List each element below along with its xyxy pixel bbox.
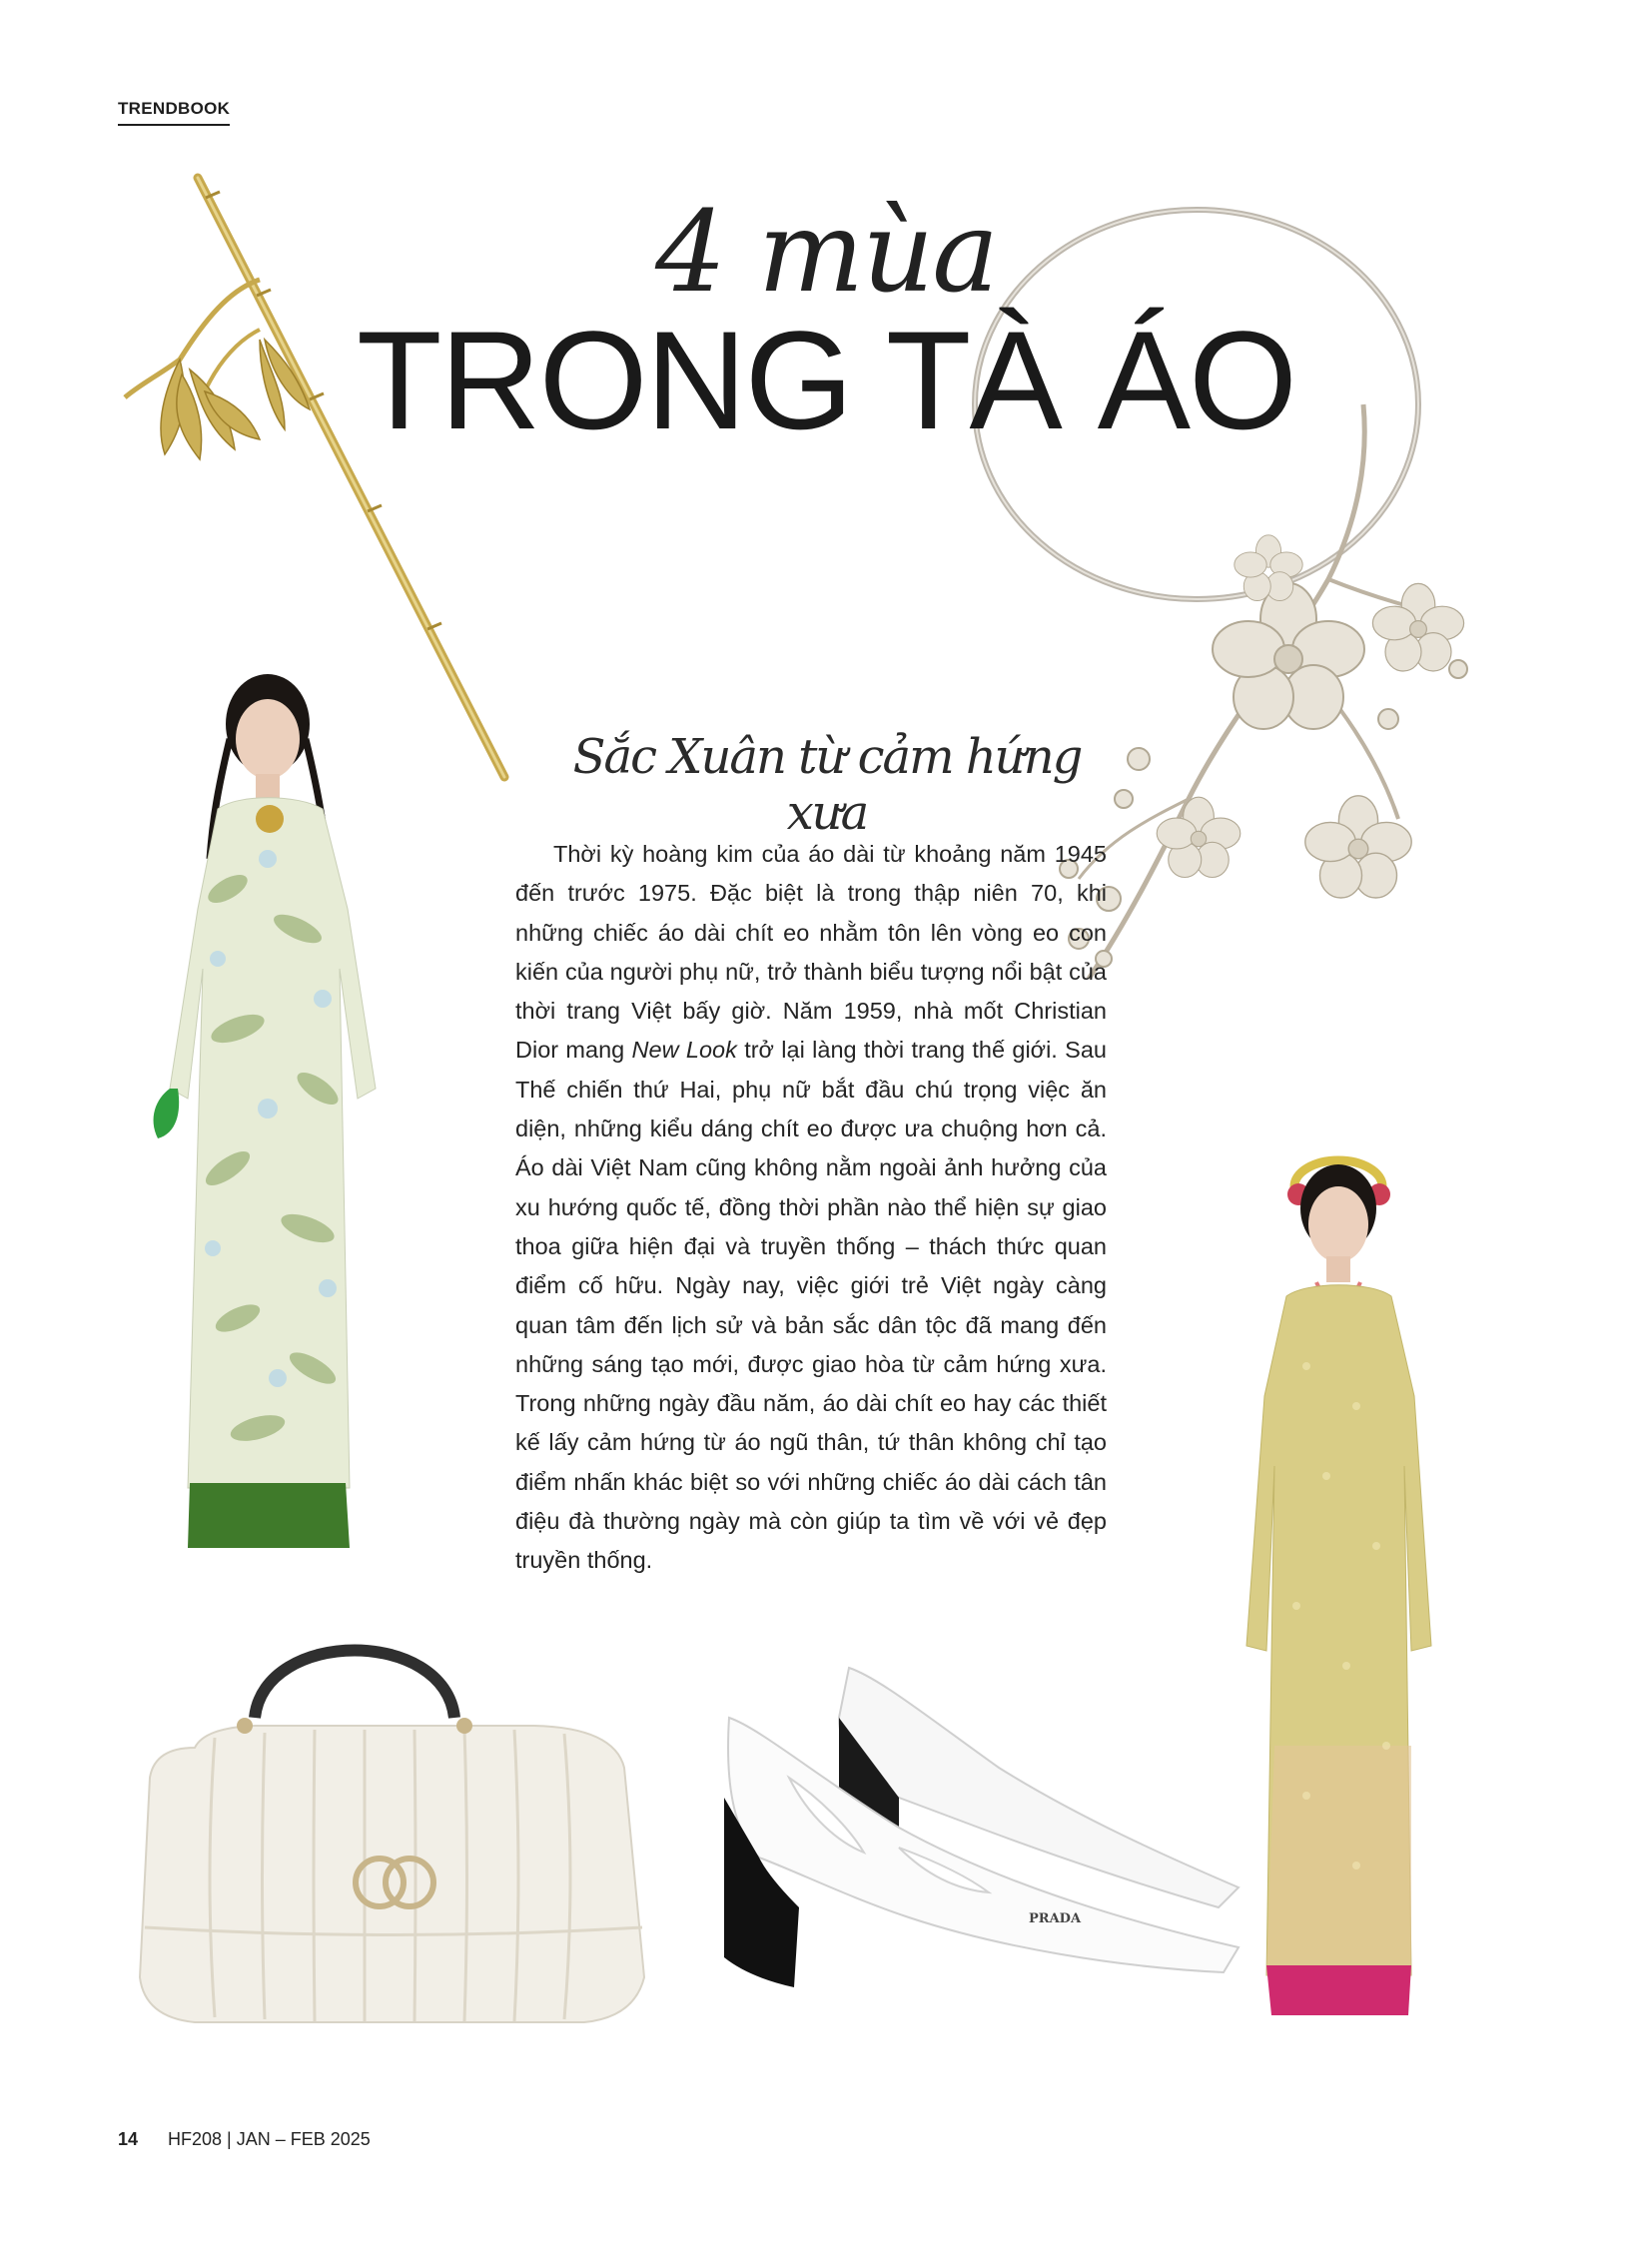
white-heels-image — [699, 1658, 1258, 2047]
article-body — [515, 835, 1107, 1581]
body-text-part-1: Thời kỳ hoàng kim của áo dài từ khoảng năm 1945 đến trước 1975. Đặc biệt là trong thập niên 70, khi những chiếc áo dài chít eo nhằm tôn lên vòng eo con kiến của người phụ nữ, trở thành biểu tượng nổi bật của thời trang Việt bấy giờ. Năm 1959, nhà mốt Christian Dior mang — [515, 841, 1107, 1064]
page-number: 14 — [118, 2129, 139, 2149]
issue-info: HF208 | JAN – FEB 2025 — [168, 2129, 371, 2149]
article-subtitle: Sắc Xuân từ cảm hứng xưa — [572, 729, 1082, 841]
body-text-part-2: trở lại làng thời trang thế giới. Sau Thế chiến thứ Hai, phụ nữ bắt đầu chú trọng việc ăn diện, những kiểu dáng chít eo được ưa chuộng hơn cả. Áo dài Việt Nam cũng không nằm ngoài ảnh hưởng của xu hướng quốc tế, đồng thời phần nào thể hiện sự giao thoa giữa hiện đại và truyền thống – thách thức quan điểm cố hữu. Ngày nay, việc giới trẻ Việt ngày càng quan tâm đến lịch sử và bản sắc dân tộc đã mang đến những sáng tạo mới, được giao hòa từ cảm hứng xưa. Trong những ngày đầu năm, áo dài chít eo hay các thiết kế lấy cảm hứng từ áo ngũ thân, tứ thân không chỉ tạo điểm nhấn khác biệt so với những chiếc áo dài cách tân điệu đà thường ngày mà còn giúp ta tìm về với vẻ đẹp truyền thống. — [515, 1037, 1107, 1574]
section-label: TRENDBOOK — [118, 99, 230, 126]
article-title-script: 4 mùa — [655, 188, 997, 318]
quilted-handbag-image — [115, 1598, 674, 2047]
article-title-main: TRONG TÀ ÁO — [357, 302, 1295, 458]
model-floral-ao-dai-image — [118, 669, 378, 1568]
page-footer — [118, 2129, 371, 2150]
model-sequin-ao-dai-image — [1227, 1146, 1496, 2025]
body-text-italic: New Look — [631, 1037, 737, 1064]
shoe-brand-label: PRADA — [1029, 1911, 1082, 1926]
